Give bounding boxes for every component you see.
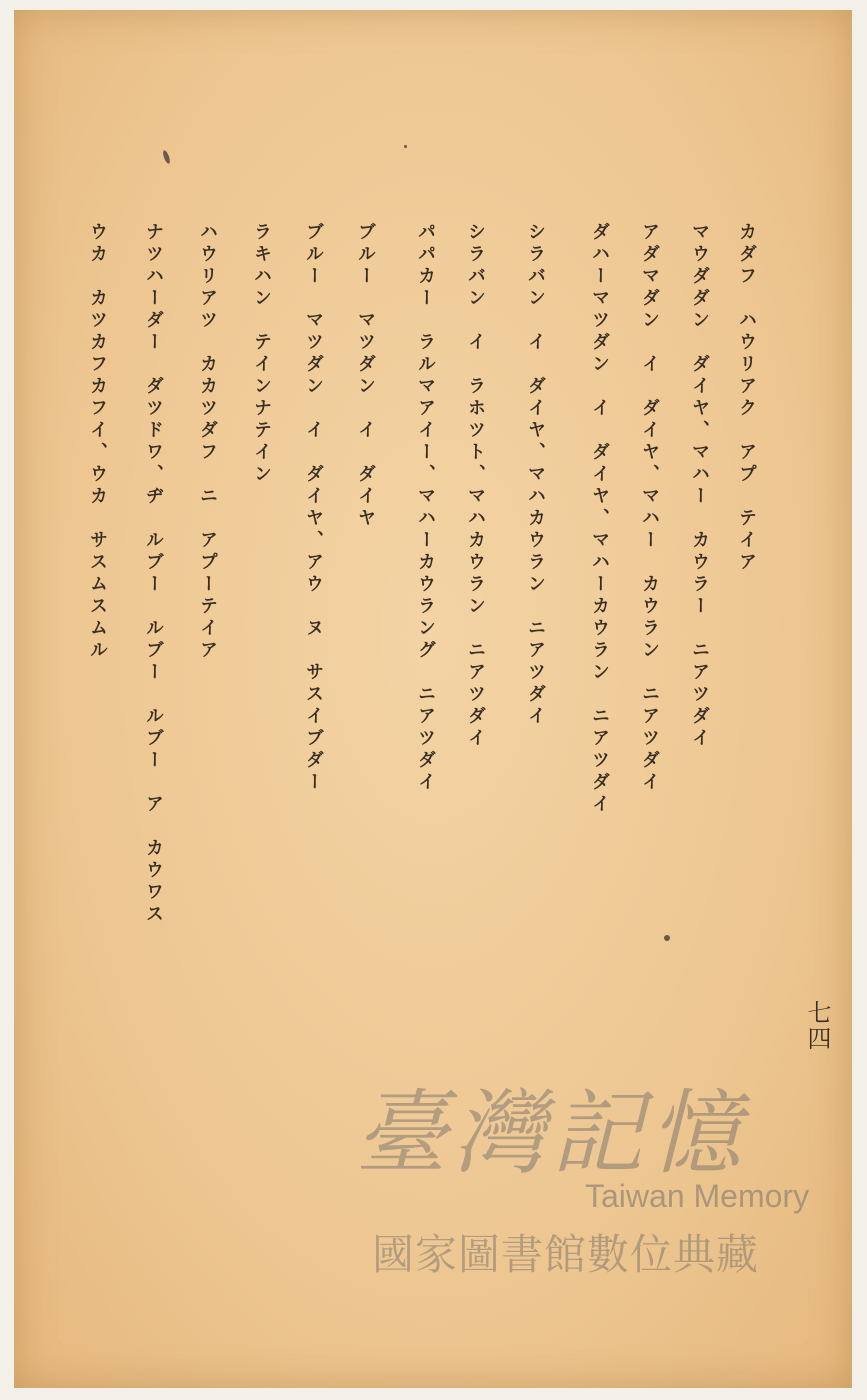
text-column-10: ラキハン テインナテイン [251,222,272,486]
text-column-3: アダマダン イ ダイヤ、マハー カウラン ニアツダイ [639,222,660,794]
text-column-12: ナツハーダー ダツドワ、ヂ ルブー ルブー ルブー ア カウワス [143,222,164,926]
paper-speck [162,150,171,165]
paper-speck [404,145,407,148]
watermark-subtitle: Taiwan Memory [585,1178,810,1214]
page-number: 七四 [803,1000,831,1052]
text-column-5: シラバン イ ダイヤ、マハカウラン ニアツダイ [525,222,546,728]
paper-speck [664,935,670,941]
watermark-title: 臺灣記憶 [355,1080,748,1187]
text-column-11: ハウリアツ カカツダフ ニ アプーテイア [197,222,218,662]
text-column-2: マウダダン ダイヤ、マハー カウラー ニアツダイ [689,222,710,750]
text-column-7: パパカー ラルマアイー、マハーカウラング ニアツダイ [415,222,436,794]
watermark-organization: 國家圖書館數位典藏 [372,1230,760,1279]
text-column-1: カダフ ハウリアク アプ テイア [736,222,757,574]
text-column-8: ブルー マツダン イ ダイヤ [355,222,376,530]
text-column-4: ダハーマツダン イ ダイヤ、マハーカウラン ニアツダイ [589,222,610,816]
text-column-13: ウカ カツカフカフイ、ウカ サスムスムル [87,222,108,662]
text-column-6: シラバン イ ラホツト、マハカウラン ニアツダイ [465,222,486,750]
text-column-9: ブルー マツダン イ ダイヤ、アウ ヌ サスイブダー [303,222,324,794]
